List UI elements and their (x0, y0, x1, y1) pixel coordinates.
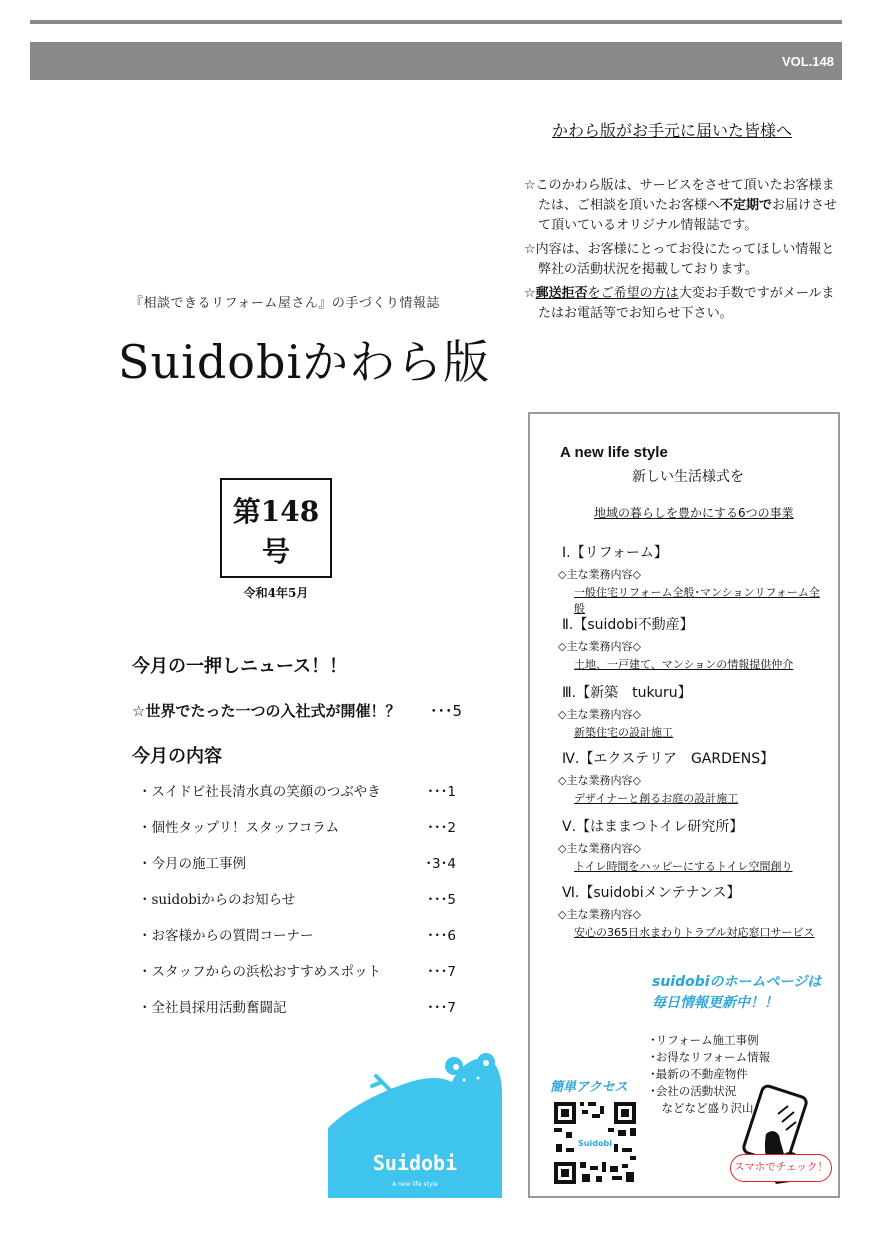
notice-star: ☆ (524, 286, 536, 301)
business-description: トイレ時間をハッピーにするトイレ空間創り (574, 860, 793, 873)
greeting-title: かわら版がお手元に届いた皆様へ (552, 121, 793, 140)
toc-page: ･･･7 (427, 1000, 456, 1016)
business-item (558, 682, 828, 740)
homepage-line: 毎日情報更新中！！ (652, 995, 778, 1011)
business-label: ◇主な業務内容◇ (558, 708, 641, 721)
toc-row (138, 996, 456, 1032)
issue-box (220, 478, 332, 600)
toc-title: ・今月の施工事例 (138, 856, 246, 872)
toc-page: ･･･5 (427, 892, 456, 908)
business-label: ◇主な業務内容◇ (558, 842, 641, 855)
business-title: Ⅳ.【エクステリア GARDENS】 (562, 751, 775, 767)
volume-label: VOL.148 (781, 54, 834, 69)
homepage-notice (652, 972, 821, 1014)
notice-emphasis: 郵送拒否 (535, 286, 588, 301)
toc-row (138, 780, 456, 816)
business-item (558, 542, 828, 616)
notice-paragraph-3 (524, 284, 844, 324)
business-description: 安心の365日水まわりトラブル対応窓口サービス (574, 926, 815, 939)
toc-title: ・suidobiからのお知らせ (138, 892, 296, 908)
business-title: Ⅴ.【はままつトイレ研究所】 (562, 819, 744, 835)
panel-title-ja: 新しい生活様式を (632, 469, 744, 485)
access-label: 簡単アクセス (550, 1080, 628, 1095)
toc-row (138, 924, 456, 960)
qr-label: Suidobi (578, 1139, 612, 1148)
news-item-page: ･･･5 (429, 702, 462, 720)
issue-date: 令和4年5月 (243, 586, 309, 600)
business-item (558, 882, 828, 940)
toc-page: ･･･7 (427, 964, 456, 980)
list-item: などなど盛り沢山 (650, 1101, 754, 1115)
toc-page: ･･･1 (427, 784, 456, 800)
news-heading: 今月の一押しニュース！！ (132, 656, 348, 677)
table-of-contents (138, 780, 456, 1032)
logo-name: Suidobi (372, 1151, 458, 1175)
toc-row (138, 960, 456, 996)
check-with-smartphone-bubble: スマホでチェック！ (730, 1154, 832, 1182)
notice-text: お届けさせて頂いているオリジナル情報誌です。 (538, 198, 838, 233)
business-item (558, 748, 828, 806)
toc-page: ･3･4 (425, 856, 456, 872)
top-rule (30, 20, 842, 24)
toc-page: ･･･6 (427, 928, 456, 944)
panel-subtitle: 地域の暮らしを豊かにする6つの事業 (594, 506, 794, 520)
notice-text: 大変お手数ですがメールまたはお電話等でお知らせ下さい。 (538, 286, 835, 321)
business-description: 新築住宅の設計施工 (574, 726, 673, 739)
toc-page: ･･･2 (427, 820, 456, 836)
business-item (558, 816, 828, 874)
logo-tagline: A new life style (392, 1181, 438, 1188)
panel-title-en: A new life style (560, 444, 668, 461)
notice-block (524, 176, 844, 328)
news-item (132, 700, 462, 721)
business-description: 土地、一戸建て、マンションの情報提供仲介 (574, 658, 794, 671)
suidobi-logo (328, 1050, 502, 1198)
business-label: ◇主な業務内容◇ (558, 908, 641, 921)
homepage-line: suidobiのホームページは (652, 974, 822, 990)
masthead-title: Suidobiかわら版 (118, 335, 491, 389)
list-item: ･お得なリフォーム情報 (650, 1050, 771, 1064)
masthead-subtitle: 『相談できるリフォーム屋さん』の手づくり情報誌 (130, 296, 440, 311)
header-bar (30, 42, 842, 80)
business-description: 一般住宅リフォーム全般･マンションリフォーム全般 (574, 586, 820, 615)
toc-title: ・個性タップリ！スタッフコラム (138, 820, 340, 836)
qr-code-icon[interactable] (552, 1100, 638, 1186)
notice-emphasis: 不定期で (720, 198, 773, 213)
business-panel (528, 412, 840, 1198)
toc-title: ・全社員採用活動奮闘記 (138, 1000, 287, 1016)
issue-number: 第148号 (232, 495, 320, 568)
toc-title: ・スイドビ社長清水真の笑顔のつぶやき (138, 784, 381, 800)
news-item-title: ☆世界でたった一つの入社式が開催！？ (132, 702, 401, 720)
toc-title: ・お客様からの質問コーナー (138, 928, 314, 944)
list-item: ･リフォーム施工事例 (650, 1033, 759, 1047)
business-title: Ⅵ.【suidobiメンテナンス】 (562, 885, 741, 901)
notice-emphasis: をご希望の方は (587, 286, 679, 301)
toc-row (138, 852, 456, 888)
notice-paragraph-1 (524, 176, 844, 236)
toc-row (138, 888, 456, 924)
notice-paragraph-2: ☆内容は、お客様にとってお役にたってほしい情報と弊社の活動状況を掲載しております。 (524, 242, 835, 277)
business-label: ◇主な業務内容◇ (558, 640, 641, 653)
toc-row (138, 816, 456, 852)
business-title: Ⅰ.【リフォーム】 (562, 545, 668, 561)
toc-title: ・スタッフからの浜松おすすめスポット (138, 964, 382, 980)
notice-text: ☆このかわら版は、サービスをさせて頂いたお客様または、ご相談を頂いたお客様へ (524, 178, 835, 213)
business-label: ◇主な業務内容◇ (558, 568, 641, 581)
list-item: ･最新の不動産物件 (650, 1067, 748, 1081)
business-label: ◇主な業務内容◇ (558, 774, 641, 787)
contents-heading: 今月の内容 (132, 746, 222, 767)
business-item (558, 614, 828, 672)
business-title: Ⅲ.【新築 tukuru】 (562, 685, 692, 701)
business-description: デザイナーと創るお庭の設計施工 (574, 792, 739, 805)
business-title: Ⅱ.【suidobi不動産】 (562, 617, 694, 633)
list-item: ･会社の活動状況 (650, 1084, 737, 1098)
